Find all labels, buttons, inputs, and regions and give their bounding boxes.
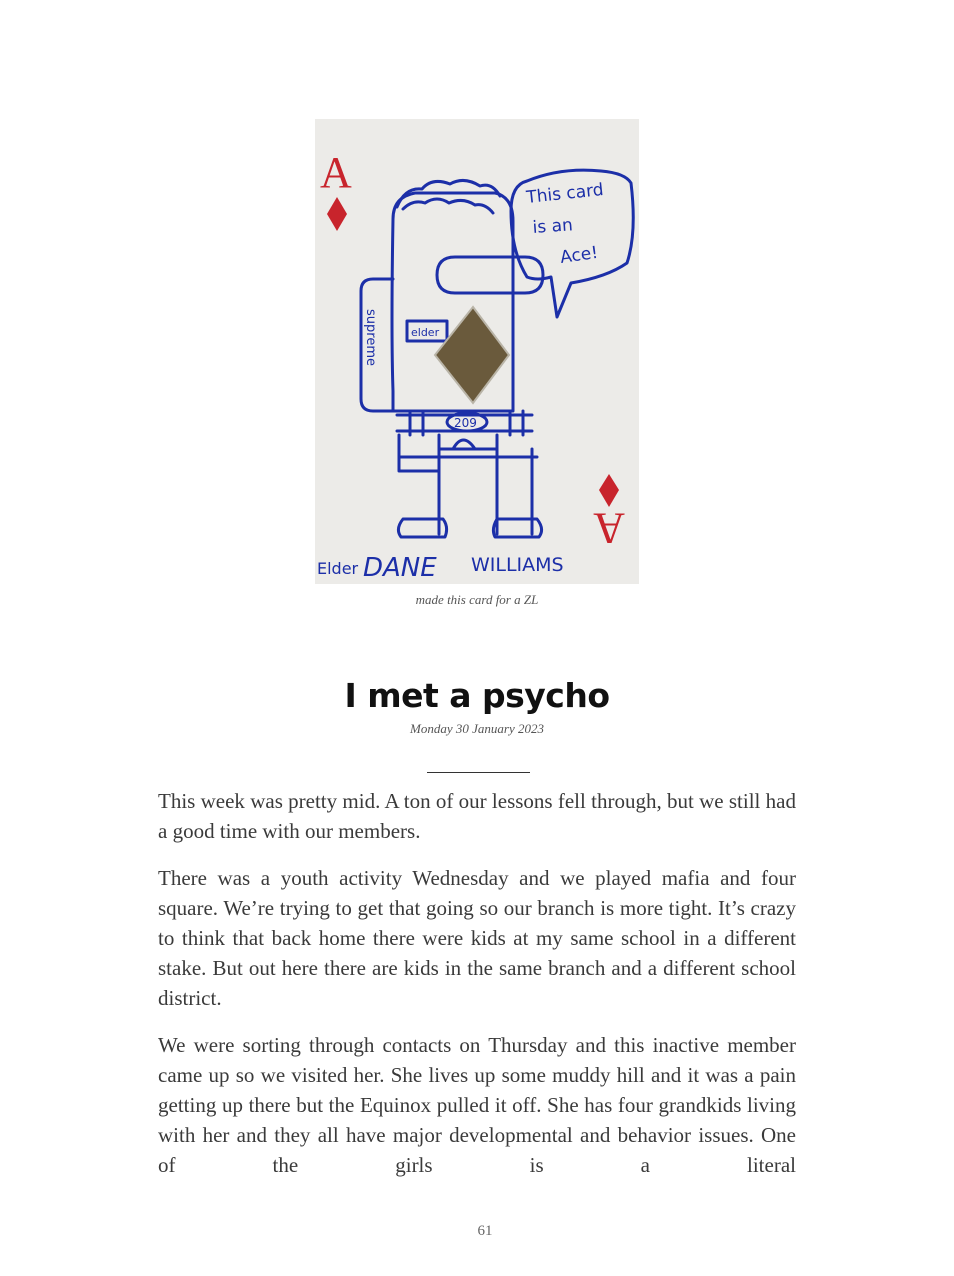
speech-line-1: This card: [525, 179, 605, 208]
card-rank-top: A: [320, 148, 352, 197]
signature-first: Elder: [317, 559, 359, 578]
post-date: Monday 30 January 2023: [410, 721, 544, 736]
belt-number: 209: [454, 416, 477, 430]
paragraph: This week was pretty mid. A ton of our lessons fell through, but we still had a good time with our members.: [158, 789, 796, 843]
paragraph: We were sorting through contacts on Thursday and this inactive member came up so we visited her. She lives up some muddy hill and it was a pain getting up there but the Equinox pulled it off. She has four grandkids living with her and they all have major developmental and behavior issues. One of the girls is a literal: [158, 1033, 796, 1177]
paragraph: There was a youth activity Wednesday and we played mafia and four square. We’re trying to get that going so our branch is more tight. It’s crazy to think that back home there were kids at my same school in a different stake. But out here there are kids in the same branch and a different school district.: [158, 866, 796, 1010]
title-divider: [427, 772, 530, 773]
card-photo: [315, 119, 639, 584]
figure-caption: made this card for a ZL: [415, 592, 539, 607]
page-number: 61: [477, 1223, 493, 1239]
tag-text: elder: [411, 326, 440, 339]
speech-line-2: is an: [531, 215, 574, 238]
card-rank-bottom: A: [593, 504, 625, 553]
signature-last: WILLIAMS: [471, 554, 564, 576]
backpack-text: supreme: [363, 309, 378, 366]
post-title: I met a psycho: [344, 676, 610, 715]
post-body: [158, 786, 796, 1197]
signature-middle: DANE: [363, 553, 437, 583]
speech-line-3: Ace!: [558, 242, 600, 268]
